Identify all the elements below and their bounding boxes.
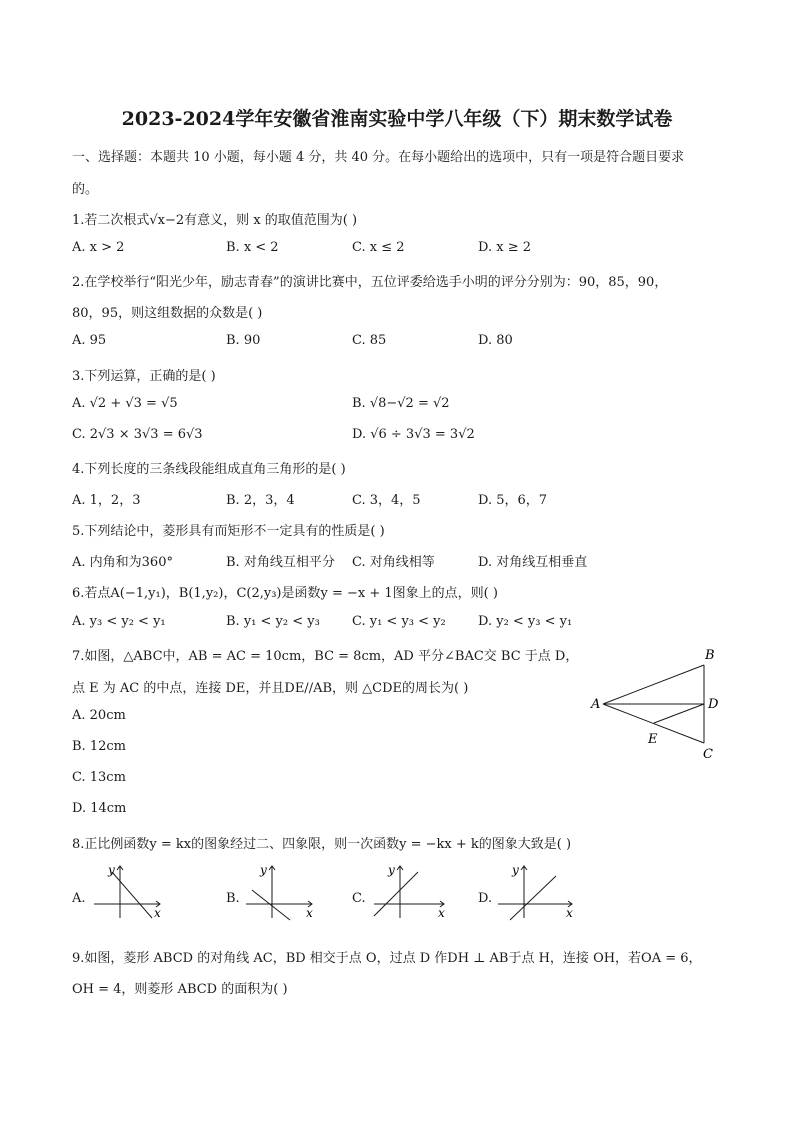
q8-graph-c [370, 860, 450, 922]
label-e: E [648, 732, 658, 747]
q7-option-b: B. 12cm [72, 739, 126, 754]
axis-y-label: y [512, 863, 519, 877]
question-2-stem: 2.在学校举行“阳光少年，励志青春”的演讲比赛中，五位评委给选手小明的评分分别为：90，85，90， [72, 275, 668, 290]
question-3-stem: 3.下列运算，正确的是( ) [72, 369, 216, 384]
axis-x-label: x [566, 906, 573, 920]
question-6-stem: 6.若点A(−1,y₁)，B(1,y₂)，C(2,y₃)是函数y = −x + 1图象上的点，则( ) [72, 586, 498, 601]
q2-option-a: A. 95 [72, 333, 107, 348]
label-d: D [708, 697, 719, 712]
q5-option-b: B. 对角线互相平分 [226, 555, 335, 570]
q3-option-a: A. √2 + √3 = √5 [72, 396, 178, 411]
question-9-stem-cont: OH = 4，则菱形 ABCD 的面积为( ) [72, 982, 288, 997]
q4-option-c: C. 3，4，5 [352, 493, 421, 508]
q1-option-a: A. x > 2 [72, 240, 125, 255]
axis-x-label: x [438, 906, 445, 920]
axis-y-label: y [260, 863, 267, 877]
axis-y-label: y [388, 863, 395, 877]
q4-option-b: B. 2，3，4 [226, 493, 295, 508]
segment-de [654, 704, 704, 723]
question-5-stem: 5.下列结论中，菱形具有而矩形不一定具有的性质是( ) [72, 524, 385, 539]
q6-option-c: C. y₁ < y₃ < y₂ [352, 614, 446, 629]
q1-option-d: D. x ≥ 2 [478, 240, 531, 255]
section-heading: 一、选择题：本题共 10 小题，每小题 4 分，共 40 分。在每小题给出的选项中，只有一项是符合题目要求 [72, 150, 685, 165]
question-1-stem: 1.若二次根式√x−2有意义，则 x 的取值范围为( ) [72, 213, 358, 228]
q2-option-d: D. 80 [478, 333, 513, 348]
q3-option-c: C. 2√3 × 3√3 = 6√3 [72, 427, 203, 442]
q8-option-d: D. [478, 891, 493, 906]
segment-ab [603, 665, 704, 704]
q7-option-d: D. 14cm [72, 801, 127, 816]
question-8-stem: 8.正比例函数y = kx的图象经过二、四象限，则一次函数y = −kx + k的图象大致是( ) [72, 837, 572, 852]
q4-option-a: A. 1，2，3 [72, 493, 141, 508]
triangle-figure [585, 645, 725, 765]
question-4-stem: 4.下列长度的三条线段能组成直角三角形的是( ) [72, 462, 346, 477]
label-b: B [705, 648, 715, 663]
axis-y-label: y [108, 863, 115, 877]
label-a: A [591, 697, 601, 712]
q7-option-c: C. 13cm [72, 770, 126, 785]
label-c: C [703, 747, 713, 762]
q3-option-b: B. √8−√2 = √2 [352, 396, 450, 411]
exam-title: 2023-2024学年安徽省淮南实验中学八年级（下）期末数学试卷 [121, 108, 673, 130]
question-7-stem-cont: 点 E 为 AC 的中点，连接 DE，并且DE//AB，则 △CDE的周长为( ) [72, 681, 469, 696]
q8-option-b: B. [226, 891, 240, 906]
q6-option-d: D. y₂ < y₃ < y₁ [478, 614, 573, 629]
section-heading-cont: 的。 [72, 182, 99, 197]
question-7-stem: 7.如图，△ABC中，AB = AC = 10cm，BC = 8cm，AD 平分∠BAC交 BC 于点 D， [72, 649, 579, 664]
q1-option-b: B. x < 2 [226, 240, 279, 255]
q7-option-a: A. 20cm [72, 708, 126, 723]
q4-option-d: D. 5，6，7 [478, 493, 548, 508]
q5-option-d: D. 对角线互相垂直 [478, 555, 588, 570]
question-2-stem-cont: 80，95，则这组数据的众数是( ) [72, 306, 263, 321]
q8-option-a: A. [72, 891, 86, 906]
axis-x-label: x [306, 906, 313, 920]
q5-option-a: A. 内角和为360° [72, 555, 173, 570]
q5-option-c: C. 对角线相等 [352, 555, 435, 570]
q8-graph-d [494, 860, 580, 922]
question-9-stem: 9.如图，菱形 ABCD 的对角线 AC，BD 相交于点 O，过点 D 作DH ⊥ AB于点 H，连接 OH，若OA = 6， [72, 951, 702, 966]
q8-option-c: C. [352, 891, 366, 906]
q2-option-c: C. 85 [352, 333, 387, 348]
q8-graph-a [90, 860, 170, 922]
q1-option-c: C. x ≤ 2 [352, 240, 405, 255]
axis-x-label: x [154, 906, 161, 920]
q3-option-d: D. √6 ÷ 3√3 = 3√2 [352, 427, 475, 442]
q6-option-a: A. y₃ < y₂ < y₁ [72, 614, 166, 629]
q6-option-b: B. y₁ < y₂ < y₃ [226, 614, 320, 629]
q2-option-b: B. 90 [226, 333, 261, 348]
q8-graph-b [242, 860, 322, 922]
